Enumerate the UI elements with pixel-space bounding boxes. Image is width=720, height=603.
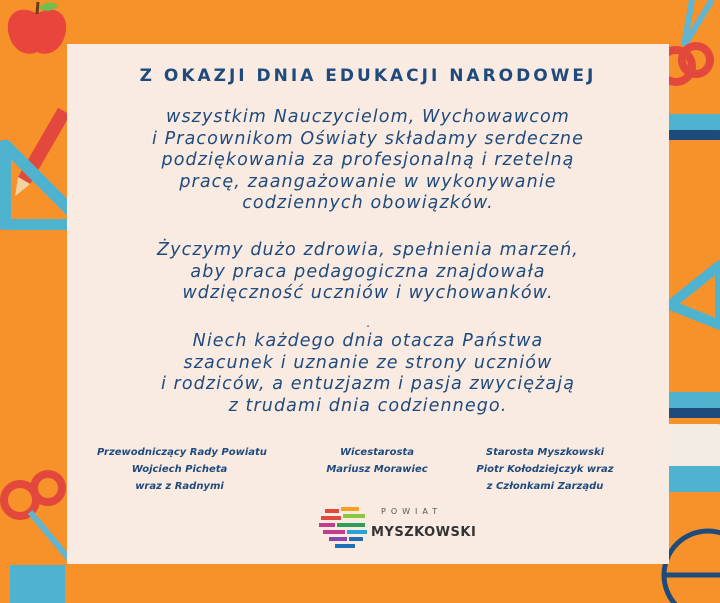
text-line: z trudami dnia codziennego. [228,395,508,416]
logo-text-main: MYSZKOWSKI [371,525,477,540]
text-line: aby praca pedagogiczna znajdowała [190,261,546,282]
apple-icon [2,0,72,60]
wishes-paragraph [67,240,669,305]
text-line: codziennych obowiązków. [242,193,494,213]
signature-starost [465,444,625,495]
greeting-card [67,44,669,564]
page-title: Z OKAZJI DNIA EDUKACJI NARODOWEJ [139,66,597,86]
text-line: szacunek i uznanie ze strony uczniów [183,352,553,373]
text-line: pracę, zaangażowanie w wykonywanie [179,171,557,192]
ball-icon [660,520,720,603]
text-line: Niech każdego dnia otacza Państwa [192,331,544,351]
text-line: Życzymy dużo zdrowia, spełnienia marzeń, [157,240,579,260]
set-square-icon [665,260,720,330]
signature-line: Wojciech Picheta [131,464,228,475]
signature-line: Przewodniczący Rady Powiatu [97,447,267,458]
county-logo [319,499,477,555]
thanks-paragraph [67,107,669,215]
text-line: wdzięczność uczniów i wychowanków. [182,283,554,303]
signature-council [97,444,267,495]
signature-line: Starosta Myszkowski [485,447,605,458]
closing-paragraph [67,331,669,417]
signature-line: wraz z Radnymi [135,481,224,492]
separator: . [366,316,370,330]
signature-vice-starost [307,444,447,478]
text-line: podziękowania za profesjonalną i rzetelną [161,150,575,170]
signature-line: Wicestarosta [340,447,414,458]
signature-line: Mariusz Morawiec [326,464,428,475]
text-line: wszystkim Nauczycielom, Wychowawcom [166,107,570,127]
text-line: i rodziców, a entuzjazm i pasja zwyciężają [160,374,576,394]
signature-line: z Członkami Zarządu [486,481,604,492]
logo-text-top: POWIAT [381,507,443,516]
county-map-icon [319,503,371,549]
signature-line: Piotr Kołodziejczyk wraz [476,464,614,475]
text-line: i Pracownikom Oświaty składamy serdeczne [152,128,584,149]
